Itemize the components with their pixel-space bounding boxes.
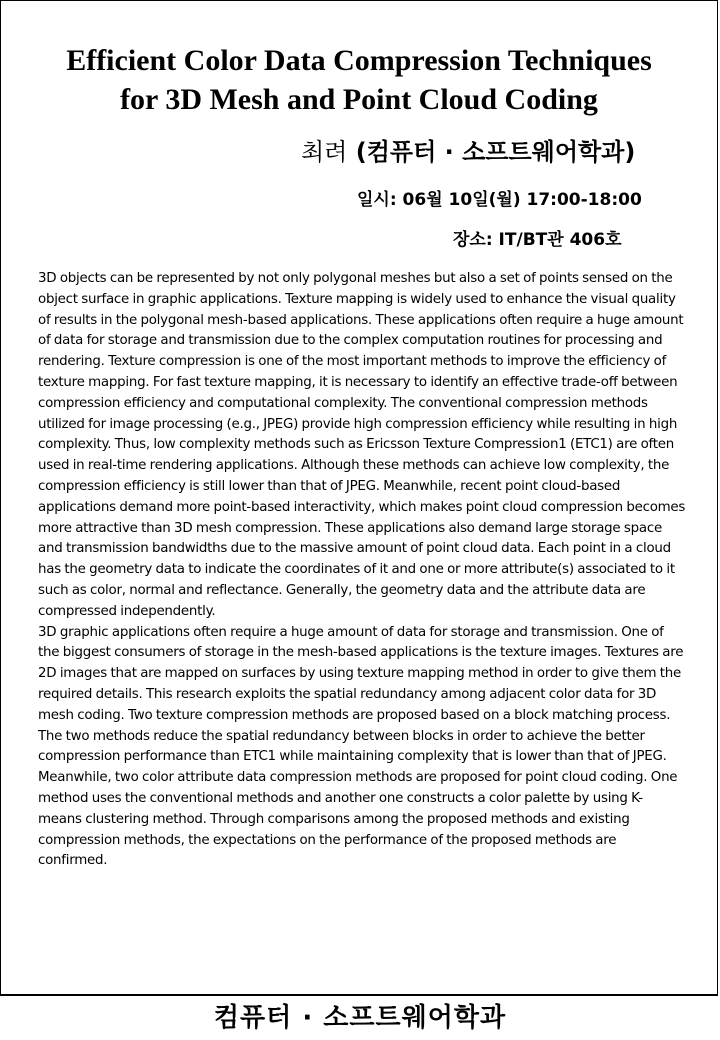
title-line-2: for 3D Mesh and Point Cloud Coding (120, 83, 598, 116)
seminar-title (21, 41, 697, 119)
seminar-location: 장소: IT/BT관 406호 (453, 230, 622, 250)
department-footer-logo: 컴퓨터 · 소프트웨어학과 (213, 1003, 507, 1033)
abstract-paragraph-1: 3D objects can be represented by not only polygonal meshes but also a set of points sensed on the object surface in graphic applications. Texture mapping is widely used to enhance the visual quality of results in the polygonal mesh-based applications. These applications often require a huge amount of data for storage and transmission due to the complex computation routines for processing and rendering. Texture compression is one of the most important methods to improve the efficiency of texture mapping. For fast texture mapping, it is necessary to identify an effective trade-off between compression efficiency and computational complexity. The conventional compression methods utilized for image processing (e.g., JPEG) provide high compression efficiency while resulting in high complexity. Thus, low complexity methods such as Ericsson Texture Compression1 (ETC1) are often used in real-time rendering applications. Although these methods can achieve low complexity, the compression efficiency is still lower than that of JPEG. Meanwhile, recent point cloud-based applications demand more point-based interactivity, which makes point cloud compression becomes more attractive than 3D mesh compression. These applications also demand large storage space and transmission bandwidths due to the massive amount of point cloud data. Each point in a cloud has the geometry data to indicate the coordinates of it and one or more attribute(s) associated to it such as color, normal and reflectance. Generally, the geometry data and the attribute data are compressed independently. (38, 271, 686, 619)
presenter (301, 135, 635, 169)
abstract-body (38, 269, 686, 872)
presenter-name: 최려 (301, 138, 348, 166)
abstract-paragraph-2: 3D graphic applications often require a huge amount of data for storage and transmission. One of the biggest consumers of storage in the mesh-based applications is the texture images. Textures are 2D images that are mapped on surfaces by using texture mapping method in order to give them the required details. This research exploits the spatial redundancy among adjacent color data for 3D mesh coding. Two texture compression methods are proposed based on a block matching process. The two methods reduce the spatial redundancy between blocks in order to achieve the better compression performance than ETC1 while maintaining complexity that is lower than that of JPEG. Meanwhile, two color attribute data compression methods are proposed for point cloud coding. One method uses the conventional methods and another one constructs a color palette by using K-means clustering method. Through comparisons among the proposed methods and existing compression methods, the expectations on the performance of the proposed methods are confirmed. (38, 624, 684, 869)
presenter-department: (컴퓨터 · 소프트웨어학과) (347, 138, 636, 166)
seminar-datetime: 일시: 06월 10일(월) 17:00-18:00 (357, 190, 642, 210)
title-line-1: Efficient Color Data Compression Techniques (66, 44, 652, 77)
